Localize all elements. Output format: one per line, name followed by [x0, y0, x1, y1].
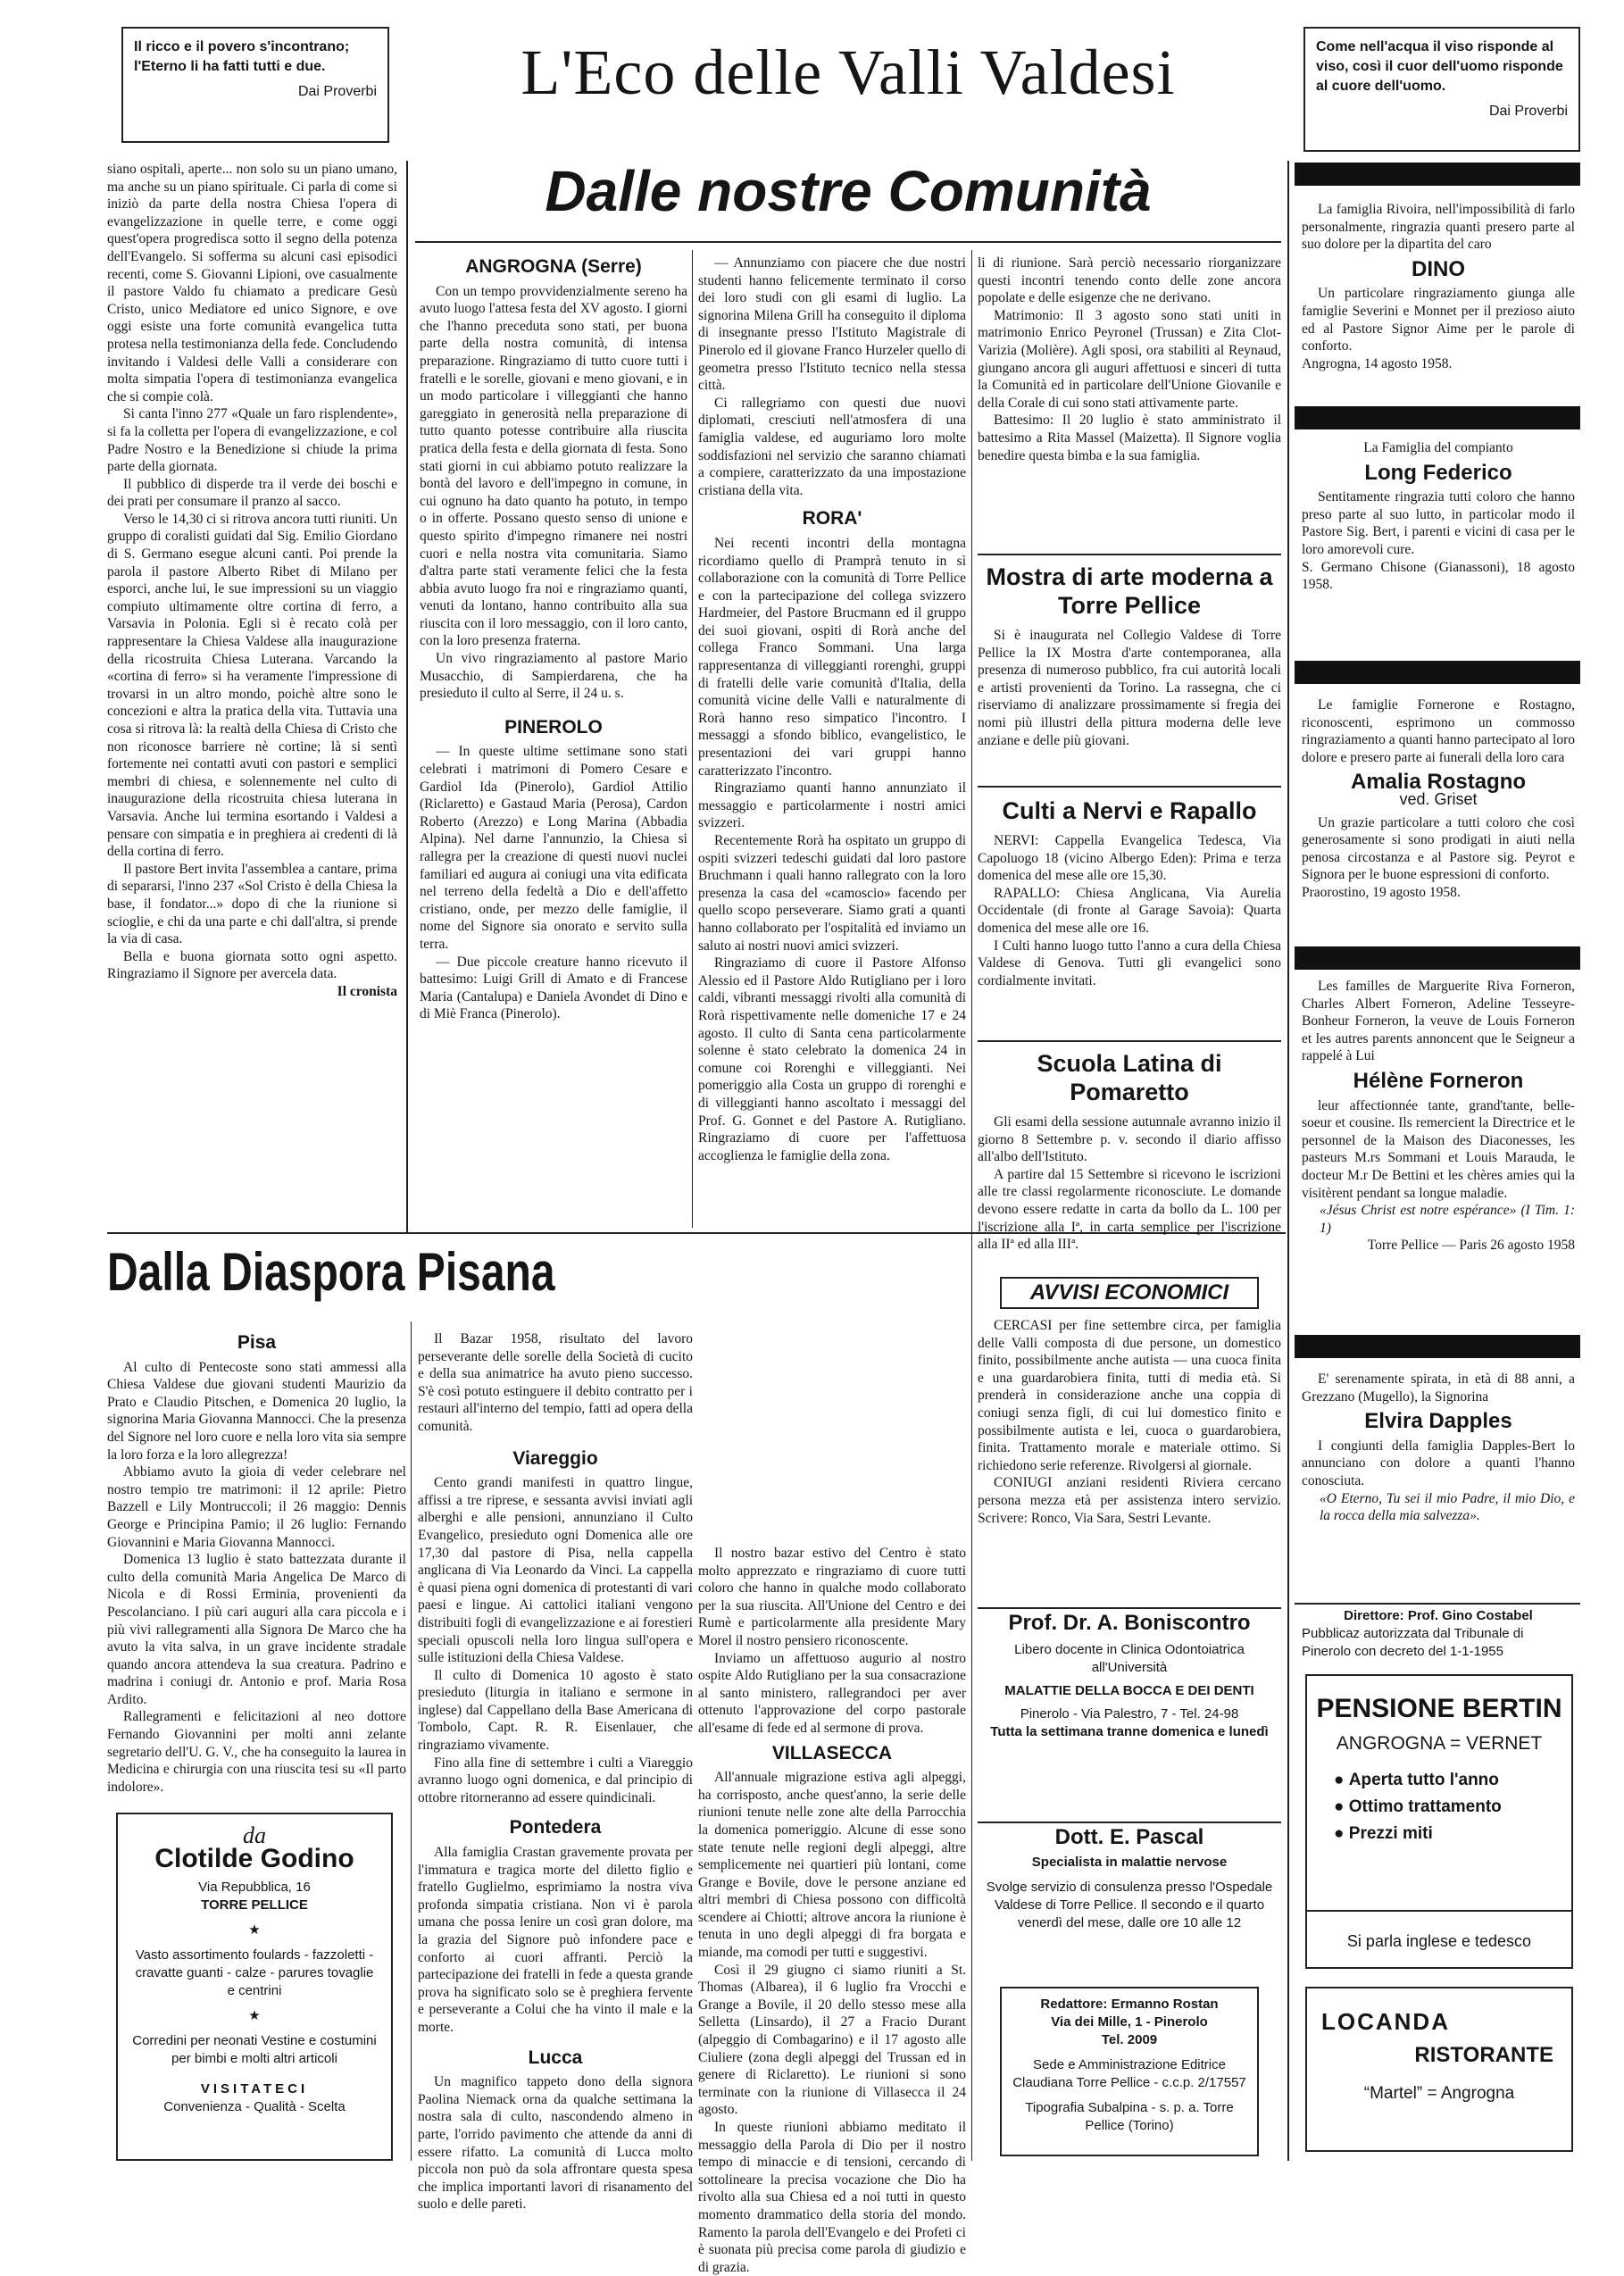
- paragraph: Gli esami della sessione autunnale avranno inizio il giorno 8 Settembre p. v. secondo il diario affisso all'albo dell'Istituto.: [978, 1114, 1281, 1165]
- pascal-line: Specialista in malattie nervose: [1031, 1855, 1228, 1870]
- column-rule: [692, 250, 693, 1228]
- comunita-column-3: [978, 254, 1281, 549]
- paragraph: Ci rallegriamo con questi due nuovi diplomati, cresciuti nell'atmosfera di una famiglia valdese, ed auguriamo loro molte soddisfazioni nel servizio che saranno chiamati a compiere, caratterizzato da una impostazione cristiana della vita.: [698, 395, 966, 498]
- paragraph: Verso le 14,30 ci si ritrova ancora tutti riuniti. Un gruppo di coralisti guidati dal Sig. Emilio Giordano di S. Germano esegue alcuni canti. Poi prende la parola il pastore Alberto Ribet di Milano per esporci, anche lui, le sue impressioni su un viaggio compiuto ultimamente oltre cortina di ferro, a Varsavia in Polonia. Egli si è recato colà per rappresentare la Chiesa Valdese alla inaugurazione della ricostruita Chiesa Luterana. Varcando la «cortina di ferro» si ha veramente l'impressione di trovarsi in un altro mondo, poichè altre sono le concezioni e altra la pratica della vita. Tuttavia una cosa si ritrova là: la realtà della Chiesa di Cristo che non riconosce barriere nè cortine; là si sentì fortemente nei contatti avuti con pastori e semplici membri di chiesa, e solennemente nel culto di inaugurazione della ricostruita chiesa luterana in Varsavia. Anche lui termina esortando i Valdesi a pensare con simpatia e in preghiera ai credenti di là della cortina di ferro.: [107, 511, 397, 860]
- obituary-date: Angrogna, 14 agosto 1958.: [1302, 355, 1453, 371]
- byline: Il cronista: [337, 983, 397, 999]
- paragraph: In queste riunioni abbiamo meditato il messaggio della Parola di Dio per il nostro tempo di minaccie e di tensioni, cercando di sottolineare la precisa vocazione che Dio ha rivolto alla sua Chiesa ed a noi tutti in questo momento drammatico della storia del mondo. Ramento la parola dell'Evangelo e dei Profeti ci è suonata più precisa come parola di giudizio e di grazia.: [698, 2120, 966, 2275]
- paragraph: Un particolare ringraziamento giunga alle famiglie Severini e Monnet per il prezioso aiuto ed al Pastore Signor Aime per le parole di conforto.: [1302, 286, 1575, 354]
- paragraph: Le famiglie Fornerone e Rostagno, riconoscenti, esprimono un commosso ringraziamento a quanti hanno partecipato al loro dolore e presero parte ai funerali della loro cara: [1302, 697, 1575, 765]
- avvisi-article: [978, 1317, 1281, 1612]
- comunita-column-1: [420, 254, 687, 1228]
- scuola-article: [978, 1049, 1281, 1281]
- paragraph: Fino alla fine di settembre i culti a Viareggio avranno luogo ogni domenica, e dal principio di ottobre ritorneranno ad essere quindicinali.: [418, 1755, 693, 1805]
- paragraph: Il Bazar 1958, risultato del lavoro perseverante delle sorelle della Società di cucito e della sua animatrice ha avuto pieno successo. S'è così potuto estinguere il debito contratto per i restauri all'interno del tempio, fatti ad opera della comunità.: [418, 1331, 693, 1434]
- godino-visit: VISITATECI: [200, 2081, 309, 2097]
- paragraph: Il culto di Domenica 10 agosto è stato presieduto (liturgia in italiano e sermone in inglese) dal Cappellano della Base Americana di Tombolo, Capt. R. R. Eisenlauer, che ringraziamo vivamente.: [418, 1667, 693, 1754]
- scuola-headline: Scuola Latina di Pomaretto: [1037, 1050, 1222, 1105]
- section-viareggio: Viareggio: [512, 1447, 598, 1469]
- obituary-1: [1302, 201, 1575, 379]
- paragraph: Al culto di Pentecoste sono stati ammessi alla Chiesa Valdese due giovani studenti Maurizio da Prato e Claudio Pitschen, e Domenica 20 luglio, la signorina Maria Giovanna Mannocci. Che la presenza del Signore nel loro cuore e nella loro vita sia sempre la loro forza e la loro allegrezza!: [107, 1359, 406, 1463]
- paragraph: Il pubblico di disperde tra il verde dei boschi e dei prati per consumare il pranzo al sacco.: [107, 476, 397, 510]
- redazione-line: Via dei Mille, 1 - Pinerolo: [1051, 2014, 1208, 2030]
- bertin-ad: [1305, 1674, 1573, 1969]
- comunita-column-2: [698, 254, 966, 1228]
- boniscontro-line: Tutta la settimana tranne domenica e lunedì: [990, 1724, 1269, 1739]
- paragraph: Un vivo ringraziamento al pastore Mario Musacchio, di Sampierdarena, che ha presieduto il culto al Serre, il 24 u. s.: [420, 651, 687, 702]
- obituary-verse: «Jésus Christ est notre espérance» (I Tim. 1: 1): [1320, 1203, 1575, 1236]
- section-rule: [978, 786, 1281, 788]
- pascal-name: Dott. E. Pascal: [1054, 1825, 1204, 1849]
- paragraph: RAPALLO: Chiesa Anglicana, Via Aurelia Occidentale (di fronte al Garage Savoia): Quarta domenica del mese alle ore 16.: [978, 885, 1281, 936]
- proverb-left-text: Il ricco e il povero s'incontrano; l'Eterno li ha fatti tutti e due.: [134, 39, 350, 74]
- obituary-bar: [1295, 163, 1580, 186]
- bertin-location: ANGROGNA = VERNET: [1336, 1733, 1543, 1754]
- redazione-line: Tel. 2009: [1101, 2032, 1158, 2047]
- redazione-line: Tipografia Subalpina - s. p. a. Torre Pellice (Torino): [1025, 2100, 1234, 2133]
- paragraph: Inviamo un affettuoso augurio al nostro ospite Aldo Rutigliano per la sua consacrazione al santo ministero, rallegrandoci per aver ottenuto l'approvazione del corpo pastorale all'esame di fede ed al sermone di prova.: [698, 1650, 966, 1736]
- obituary-verse: «O Eterno, Tu sei il mio Padre, il mio Dio, e la rocca della mia salvezza».: [1320, 1490, 1575, 1524]
- section-pontedera: Pontedera: [509, 1817, 602, 1838]
- paragraph: Nei recenti incontri della montagna ricordiamo quello di Pramprà tenuto in sì collaborazione con la comunità di Torre Pellice e con la partecipazione del collega svizzero Hardmeier, del Pastore Brucmann ed il gruppo dei suoi giovani, ospiti di Rorà anche del collega Franco Sommani. Una larga rappresentanza di villeggianti rorenghi, gruppi di fratelli delle varie comunità d'Italia, della comunità vicine delle Valli e naturalmente di Rorà hanno reso simpatico l'incontro. I messaggi a sfondo biblico, evangelistico, le presentazioni dei vari gruppi hanno caratterizzato l'incontro.: [698, 535, 966, 779]
- direttore-auth: Pubblicaz autorizzata dal Tribunale di Pinerolo con decreto del 1-1-1955: [1302, 1626, 1524, 1659]
- comunita-headline: Dalle nostre Comunità: [545, 159, 1152, 223]
- section-rule: [978, 1607, 1281, 1609]
- godino-city: TORRE PELLICE: [201, 1897, 308, 1913]
- paragraph: Cento grandi manifesti in quattro lingue, affissi a tre riprese, e sessanta avvisi inviati agli alberghi e alle pensioni, annunziano il Culto Evangelico, presieduto ogni Domenica alle ore 17,30 dal pastore di Pisa, nella cappella anglicana di Via Leonardo da Vinci. La cappella è quasi piena ogni domenica di protestanti di vari paesi e lingue. Ai cattolici italiani vengono distribuiti fogli di evangelizzazione e ai forestieri speciali opuscoli nella loro lingua sull'opera e sulle istituzioni della Chiesa Valdese.: [418, 1475, 693, 1666]
- obituary-date: S. Germano Chisone (Gianassoni), 18 agosto 1958.: [1302, 559, 1575, 593]
- section-rule: [978, 1040, 1281, 1042]
- paragraph: Battesimo: Il 20 luglio è stato amministrato il battesimo a Rita Massel (Maizetta). Il Signore voglia benedire questa bimba e la sua famiglia.: [978, 413, 1281, 463]
- locanda-ad: [1305, 1987, 1573, 2152]
- headline-rule: [415, 241, 1281, 243]
- obituary-bar: [1295, 406, 1580, 429]
- column-rule: [406, 161, 408, 1232]
- paragraph: Il nostro bazar estivo del Centro è stato molto apprezzato e ringraziamo di cuore tutti coloro che hanno in qualche modo collaborato per la sua riuscita. All'Unione del Centro e dei Rumè e particolarmente alla presidente Mary Morel il nostro pensiero riconoscente.: [698, 1546, 966, 1648]
- pisana-column-1: [107, 1330, 406, 1795]
- obituary-date: Torre Pellice — Paris 26 agosto 1958: [1367, 1238, 1575, 1254]
- obituary-2: [1302, 439, 1575, 636]
- proverb-box-right: [1303, 27, 1580, 152]
- paragraph: I congiunti della famiglia Dapples-Bert lo annunciano con dolore a quanti l'hanno conosciuta.: [1302, 1438, 1575, 1488]
- paragraph: Bella e buona giornata sotto ogni aspetto. Ringraziamo il Signore per avercela data.: [107, 948, 397, 982]
- paragraph: I Culti hanno luogo tutto l'anno a cura della Chiesa Valdese di Genova. Tutti gli evangelici sono cordialmente invitati.: [978, 938, 1281, 988]
- bertin-name: PENSIONE BERTIN: [1316, 1694, 1562, 1723]
- obituary-3: [1302, 696, 1575, 938]
- section-rora: RORA': [802, 508, 862, 529]
- paragraph: Recentemente Rorà ha ospitato un gruppo di ospiti svizzeri tedeschi guidati dal loro pastore Bruchmann i quali hanno rallegrato con la loro presenza la casa del «camoscio» facendo per quello scopo perseverare. Siamo grati a quanti hanno collaborato per l'ospitalità ed inviamo un saluto ai nostri nuovi amici svizzeri.: [698, 833, 966, 954]
- paragraph: Si è inaugurata nel Collegio Valdese di Torre Pellice la IX Mostra d'arte contemporanea, alla presenza di numeroso pubblico, fra cui autorità locali e artisti provenienti da Torino. La rassegna, che ci riserviamo di analizzare prossimamente si fregia dei nomi più illustri della pittura moderna delle leve anziane e delle più giovani.: [978, 628, 1281, 748]
- paragraph: leur affectionnée tante, grand'tante, belle-soeur et cousine. Ils remercient la Directrice et le personnel de la Maison des Diaconesses, les pasteurs M.rs Sommani et Louis Marauda, le docteur M.r De Bettini et les chères amies qui la visitèrent pendant sa longue maladie.: [1302, 1097, 1575, 1201]
- paragraph: NERVI: Cappella Evangelica Tedesca, Via Capoluogo 18 (vicino Albergo Eden): Prima e terza domenica del mese alle ore 15,30.: [978, 833, 1281, 884]
- paragraph: — In queste ultime settimane sono stati celebrati i matrimoni di Pomero Cesare e Gardiol Ida (Pinerolo), Gardiol Attilio (Riclaretto) e Gastaud Maria (Perosa), Cardon Roberto (Arezzo) e Long Marina (Abbadia Alpina). Nel darne l'annunzio, la Chiesa si rallegra per la creazione di questi nuovi nuclei familiari ed augura ai coniugi una vita edificata nel terreno della fedeltà a Dio e dell'affetto cristiano, onde, per mezzo delle famiglie, il nome del Signore sia onorato e servito sulla terra.: [420, 744, 687, 952]
- obituary-5: [1302, 1371, 1575, 1603]
- locanda-title: LOCANDA: [1321, 2008, 1450, 2035]
- godino-tagline: Convenienza - Qualità - Scelta: [163, 2099, 346, 2114]
- paragraph: Ringraziamo di cuore il Pastore Alfonso Alessio ed il Pastore Aldo Rutigliano per i loro caldi, vibranti messaggi rivolti alla comunità di Rorà rispettivamente nelle domeniche 17 e 24 agosto. Il culto di Santa cena particolarmente solenne è stato celebrato la domenica 24 in comune coi Rorenghi e villeggianti. Nei pomeriggio alla Costa un gruppo di rorenghi e di villeggianti hanno ascoltato i messaggi del Prof. G. Gonnet e del Pastore A. Rutigliano. Ringraziamo di cuore per l'affettuosa accoglienza le famiglie della zona.: [698, 955, 966, 1163]
- bertin-languages: Si parla inglese e tedesco: [1346, 1932, 1532, 1950]
- boniscontro-name: Prof. Dr. A. Boniscontro: [1008, 1611, 1251, 1635]
- column-rule: [971, 250, 972, 2161]
- paragraph: Domenica 13 luglio è stato battezzata durante il culto della comunità Maria Angelica De Marco di Nicola e di Rossi Erminia, provenienti da Pescolanciano. I più cari auguri alla cara piccola e i più vivi rallegramenti alla Signora De Marco che ha avuto la vita salva, in un grave incidente stradale quando ancora attendeva la sua creatura. Padrino e madrina i coniugi dr. Antonio e prof. Maria Rosa Ardito.: [107, 1552, 406, 1707]
- redazione-line: Redattore: Ermanno Rostan: [1040, 1997, 1219, 2012]
- culti-article: [978, 796, 1281, 1038]
- bertin-feature-text: Prezzi miti: [1348, 1824, 1433, 1843]
- mostra-headline: Mostra di arte moderna a Torre Pellice: [986, 563, 1273, 619]
- obituary-name: DINO: [1412, 256, 1465, 281]
- godino-address: Via Repubblica, 16: [198, 1880, 311, 1895]
- paragraph: CERCASI per fine settembre circa, per famiglia delle Valli composta di due persone, un domestico finito, possibilmente anche autista — una cuoca finita e una guardarobiera finita, tutti di media età. Si prenderà in considerazione anche una coppia di coniugi senza figli, di cui lui domestico finito e possibilmente autista e lei, cuoca o guardarobiera, finita. Trattamento morale e materiale ottimo. Si richiedono serie referenze. Rivolgersi al giornale.: [978, 1318, 1281, 1473]
- paragraph: Si canta l'inno 277 «Quale un faro risplendente», si fa la colletta per l'opera di evangelizzazione, e col Padre Nostro e la Benedizione si chiude la prima parte della giornata.: [107, 406, 397, 475]
- section-pinerolo: PINEROLO: [504, 716, 603, 738]
- paragraph: CONIUGI anziani residenti Riviera cercano persona mezza età per assistenza intero servizio. Scrivere: Ronco, Via Sara, Sestri Levante.: [978, 1475, 1281, 1526]
- obituary-intro: La Famiglia del compianto: [1363, 440, 1513, 455]
- paragraph: Alla famiglia Crastan gravemente provata per l'immatura e tragica morte del diletto figlio e fratello Guglielmo, esprimiamo la nostra viva profonda simpatia cristiana. Non vi è parola umana che possa lenire un così gran dolore, ma la grazia del Signore può infondere pace e conforto ai cuori affranti. Perciò la partecipazione dei fratelli in fede a questa grande prova ha significato solo se è preghiera fervente e perseverante a Colui che ha vinto il male e la morte.: [418, 1845, 693, 2035]
- paragraph: Ringraziamo quanti hanno annunziato il messaggio e particolarmente i nostri amici svizzeri.: [698, 780, 966, 831]
- section-rule: [978, 1822, 1281, 1823]
- direttore-block: [1302, 1607, 1575, 1661]
- obituary-name: Amalia Rostagno: [1350, 770, 1527, 795]
- obituary-subname: ved. Griset: [1399, 789, 1478, 808]
- obituary-name: Long Federico: [1364, 460, 1512, 485]
- obituary-date: Praorostino, 19 agosto 1958.: [1302, 884, 1461, 900]
- redazione-line: Sede e Amministrazione Editrice Claudiana Torre Pellice - c.c.p. 2/17557: [1012, 2057, 1246, 2090]
- paragraph: — Annunziamo con piacere che due nostri studenti hanno felicemente terminato il corso dei loro studi con gli esami di luglio. La signorina Milena Grill ha conseguito il diploma di insegnante presso l'Istituto Magistrale di Pinerolo ed il giovane Franco Hurzeler quello di geometra presso l'Istituto tecnico nella stessa città.: [698, 255, 967, 394]
- bertin-feature: [1334, 1797, 1571, 1817]
- boniscontro-ad: [978, 1611, 1281, 1820]
- pisana-column-2: [418, 1330, 693, 2213]
- paragraph: Matrimonio: Il 3 agosto sono stati uniti in matrimonio Enrico Peyronel (Trussan) e Zita Clot-Varizia (Molière). Agli sposi, ora stabiliti al Reynaud, giungano ancora gli auguri affettuosi e sinceri di tutta la Comunità ed in particolare dell'Unione Giovanile e della Corale di cui sono stati attivamente parte.: [978, 307, 1281, 411]
- masthead-title: L'Eco delle Valli Valdesi: [521, 37, 1176, 108]
- proverb-left-source: Dai Proverbi: [297, 84, 377, 99]
- mostra-article: [978, 563, 1281, 786]
- paragraph: Il pastore Bert invita l'assemblea a cantare, prima di separarsi, l'inno 237 «Sol Cristo è della Chiesa la base, il fondator...» dopo di che la riunione si scioglie, e chi da una parte e chi dall'altra, si prende la via di casa.: [107, 861, 397, 947]
- column-rule: [411, 1321, 412, 2161]
- paragraph: All'annuale migrazione estiva agli alpeggi, ha corrisposto, anche quest'anno, la serie delle riunioni tenute nelle zone alte della Parrocchia la domenica pomeriggio. Alcune di esse sono state tenute nelle regioni degli alpeggi, altre semplicemente nei quartieri più lontani, come Grange e Bovile, dove le persone anziane ed altri membri di Chiesa possono con difficoltà scendere ai Chiotti; altrove ancora la riunione è tenuta in uno degli alpeggi di fra borgata e miande, ma comodi per tutti e suggestivi.: [698, 1770, 966, 1961]
- section-pisa: Pisa: [237, 1332, 277, 1353]
- paragraph: Con un tempo provvidenzialmente sereno ha avuto luogo l'attesa festa del XV agosto. I giorni che l'hanno preceduta sono stati, per buona parte della nostra comunità, di intensa preparazione. Ringraziamo di tutto cuore tutti i fratelli e le sorelle, giovani e meno giovani, e in un modo particolare i villeggianti che hanno gareggiato in generosità nella preparazione di tutto quanto potesse contribuire alla riuscita pratica della festa e della giornata di festa. Sono stati giorni in cui abbiamo potuto realizzare la bontà del lavoro e dell'impegno in comune, in cui ognuno ha dato quanto ha potuto, in tempo o in offerte. Possano questo senso di unione e questo spirito d'impegno rimanere nei nostri cuori e nella nostra vita comunitaria. Siamo d'altra parte stati veramente felici che la festa abbia avuto luogo fra noi e ringraziamo quanti, venuti da lontano, hanno contribuito alla sua riuscita con il loro messaggio, con il loro canto, con la loro presenza fraterna.: [420, 283, 687, 649]
- godino-line: Corredini per neonati Vestine e costumini per bimbi e molti altri articoli: [132, 2033, 377, 2066]
- left-column-article: [107, 161, 397, 1223]
- godino-line: Vasto assortimento foulards - fazzoletti - cravatte guanti - calze - parures tovaglie e centrini: [135, 1947, 374, 1998]
- paragraph: Un magnifico tappeto dono della signora Paolina Niemack orna da qualche settimana la nostra sala di culto, nascondendo almeno in parte, l'orrido pavimento che attende da anni di essere rifatto. La comunità di Lucca molto piccola non può da sola affrontare questa spesa che implica importanti lavori di risanamento del suolo e delle pareti.: [418, 2074, 693, 2213]
- paragraph: Les familles de Marguerite Riva Forneron, Charles Albert Forneron, Adeline Tesseyre-Bonheur Forneron, la veuve de Louis Forneron et les autres parents annoncent que le Seigneur a rappelé à Lui: [1302, 979, 1575, 1064]
- bertin-feature: [1334, 1824, 1571, 1844]
- culti-headline: Culti a Nervi e Rapallo: [1002, 797, 1257, 824]
- boniscontro-line: Libero docente in Clinica Odontoiatrica all'Università: [1014, 1642, 1245, 1675]
- bullet-icon: ●: [1334, 1797, 1349, 1816]
- paragraph: Rallegramenti e felicitazioni al neo dottore Fernando Giovannini per molti anni zelante segretario dell'U. G. V., che ha conseguito la laurea in Medicina e chirurgia con una riuscita tesi su «Il parto indolore».: [107, 1709, 406, 1795]
- paragraph: siano ospitali, aperte... non solo su un piano umano, ma anche su un piano spirituale. Ci parla di come si iniziò da parte della nostra Chiesa l'opera di evangelizzazione in quelle terre, e come oggi quest'opera progredisca sotto il segno della potenza dell'Evangelo. Si sofferma su alcuni casi episodici recenti, come S. Giovanni Lipioni, ove casualmente il pastore Valdo fu chiamato a predicare Gesù Cristo, unico Mediatore ed unico Signore, e ove oggi esiste una forte comunità evangelica tutta protesa nella testimonianza della fede. Concludendo invitando i Valdesi delle Valli a considerare con molta simpatia l'opera di testimonianza evangelica che si compie colà.: [107, 162, 397, 404]
- section-lucca: Lucca: [528, 2047, 583, 2068]
- pascal-ad: [978, 1825, 1281, 1980]
- obituary-bar: [1295, 1335, 1580, 1358]
- obituary-name: Hélène Forneron: [1353, 1068, 1524, 1093]
- obituary-bar: [1295, 946, 1580, 970]
- proverb-right-source: Dai Proverbi: [1488, 104, 1568, 119]
- paragraph: — Due piccole creature hanno ricevuto il battesimo: Luigi Grill di Amato e di Francese Maria (Cantalupa) e Daniela Avondet di Dino e di Miè Franca (Pinerolo).: [420, 954, 687, 1022]
- bullet-icon: ●: [1334, 1771, 1349, 1789]
- pascal-line: Svolge servizio di consulenza presso l'Ospedale Valdese di Torre Pellice. Il secondo e il quarto venerdì del mese, dalle ore 10 alle 12: [986, 1880, 1273, 1930]
- boniscontro-line: MALATTIE DELLA BOCCA E DEI DENTI: [1004, 1683, 1254, 1698]
- paragraph: E' serenamente spirata, in età di 88 anni, a Grezzano (Mugello), la Signorina: [1302, 1371, 1575, 1405]
- section-angrogna: ANGROGNA (Serre): [465, 256, 642, 277]
- locanda-subtitle: RISTORANTE: [1414, 2043, 1553, 2067]
- paragraph: Abbiamo avuto la gioia di veder celebrare nel nostro tempio tre matrimoni: il 12 aprile: Pietro Bazzell e Lily Montruccoli; il 26 maggio: Dennis George e Principina Pamio; il 26 luglio: Fernando Giovannini e Maria Giovanna Mannocci.: [107, 1464, 406, 1550]
- godino-ad: [116, 1813, 393, 2161]
- paragraph: li di riunione. Sarà perciò necessario riorganizzare questi incontri tenendo conto delle zone ancora popolate e delle esigenze che ne derivano.: [978, 255, 1281, 306]
- obituary-4: [1302, 978, 1575, 1335]
- villasecca-column: [698, 1545, 966, 2275]
- avvisi-headline: AVVISI ECONOMICI: [1029, 1280, 1229, 1305]
- section-rule: [1295, 1603, 1580, 1605]
- bertin-feature: [1334, 1771, 1571, 1790]
- paragraph: A partire dal 15 Settembre si ricevono le iscrizioni alle tre classi regolarmente riconosciute. Le domande devono essere redatte in carta da bollo da L. 100 per l'iscrizione alla Iª, in carta semplice per l'iscrizione alla IIª ed alla IIIª.: [978, 1166, 1281, 1253]
- pisana-headline: Dalla Diaspora Pisana: [107, 1242, 555, 1302]
- boniscontro-line: Pinerolo - Via Palestro, 7 - Tel. 24-98: [1020, 1706, 1239, 1722]
- godino-name: Clotilde Godino: [154, 1844, 354, 1873]
- direttore-name: Direttore: Prof. Gino Costabel: [1344, 1608, 1533, 1623]
- bullet-icon: ●: [1334, 1824, 1349, 1843]
- proverb-right-text: Come nell'acqua il viso risponde al viso, così il cuor dell'uomo risponde al cuore dell'uomo.: [1316, 39, 1563, 94]
- section-rule: [978, 554, 1281, 555]
- column-rule: [1287, 161, 1289, 2161]
- locanda-location: “Martel” = Angrogna: [1363, 2084, 1515, 2103]
- bertin-feature-text: Aperta tutto l'anno: [1348, 1771, 1499, 1789]
- avvisi-box: [1000, 1277, 1259, 1309]
- bertin-feature-text: Ottimo trattamento: [1348, 1797, 1502, 1816]
- proverb-box-left: [121, 27, 389, 143]
- bertin-divider: [1307, 1910, 1571, 1912]
- paragraph: Un grazie particolare a tutti coloro che così generosamente si sono prodigati in aiuti nella penosa circostanza e al Pastore sig. Peyrot e Signora per le buone espressioni di conforto.: [1302, 814, 1575, 883]
- star-icon: ★: [248, 2008, 261, 2023]
- paragraph: Così il 29 giugno ci siamo riuniti a St. Thomas (Albarea), il 6 luglio fra Vrocchi e Grange a Bovile, il 20 dello stesso mese alla Selletta (Linsardo), il 27 a Fracio Durant (alpeggio di Combagarino) e il 17 agosto alle Ciuliere (zona degli alpeggi del Trussan ed in genere di Riclaretto). Le riunioni si sono terminate con la riunione di Villasecca il 24 agosto.: [698, 1962, 966, 2118]
- obituary-name: Elvira Dapples: [1364, 1409, 1512, 1434]
- godino-da: da: [243, 1822, 266, 1848]
- redazione-box: [1000, 1987, 1259, 2156]
- paragraph: Sentitamente ringrazia tutti coloro che hanno preso parte al suo lutto, in particolar modo il Pastore Sig. Bert, i parenti e vicini di casa per le loro amorevoli cure.: [1302, 489, 1575, 557]
- star-icon: ★: [248, 1922, 261, 1938]
- paragraph: La famiglia Rivoira, nell'impossibilità di farlo personalmente, ringrazia quanti presero parte al suo dolore per la dipartita del caro: [1302, 202, 1575, 253]
- obituary-bar: [1295, 661, 1580, 684]
- section-villasecca: VILLASECCA: [771, 1742, 893, 1763]
